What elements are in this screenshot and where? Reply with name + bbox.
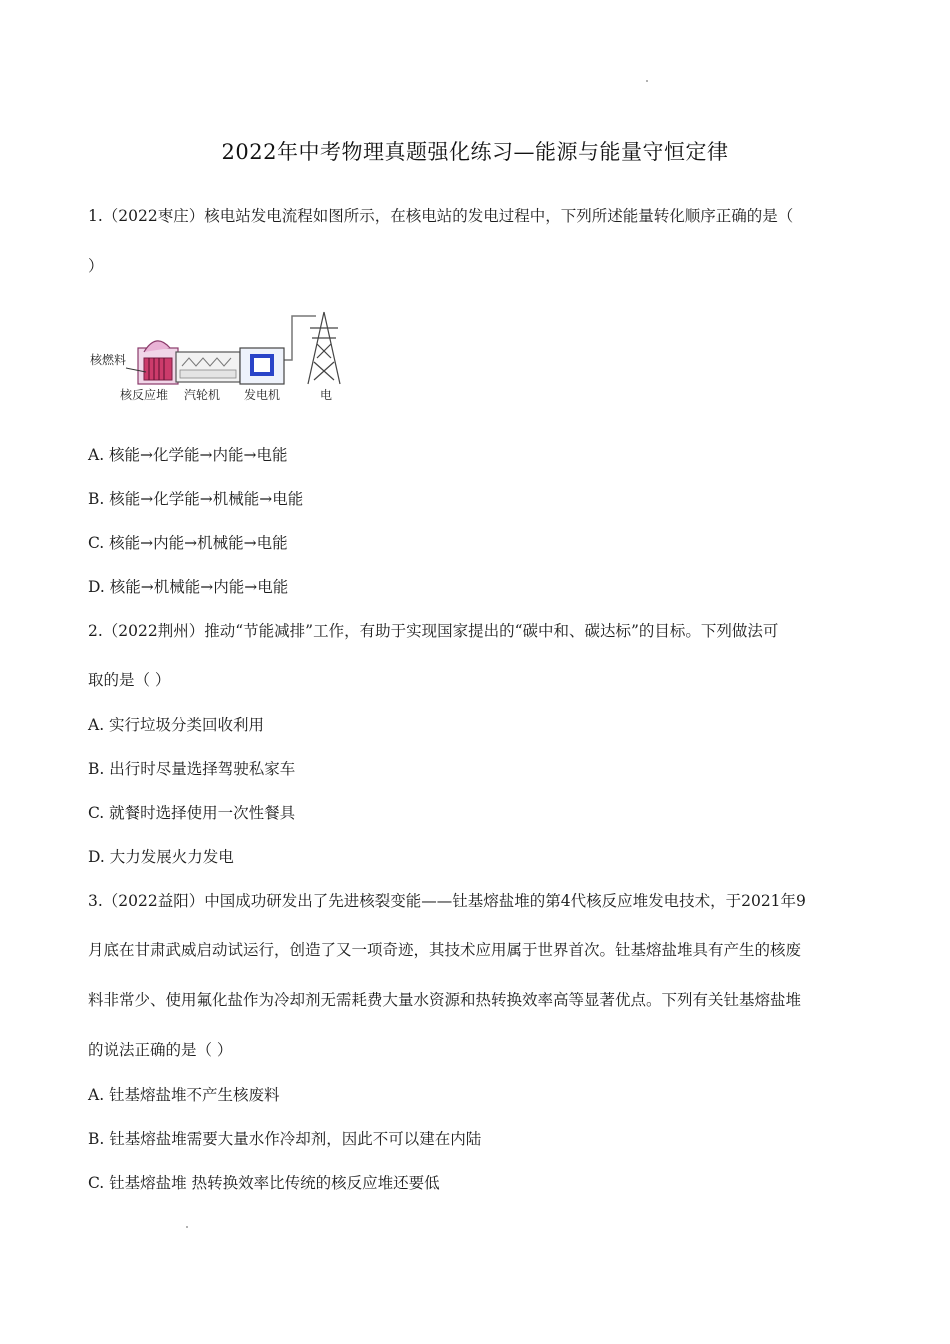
q2-option-a: A. 实行垃圾分类回收利用 <box>88 716 265 734</box>
label-electric: 电 <box>320 388 333 402</box>
q1-option-d: D. 核能→机械能→内能→电能 <box>88 578 289 596</box>
q3-stem-line-1: 3.（2022益阳）中国成功研发出了先进核裂变能——钍基熔盐堆的第4代核反应堆发电技术，于2021年9 <box>88 892 806 910</box>
q1-option-a: A. 核能→化学能→内能→电能 <box>88 446 288 464</box>
q2-option-d: D. 大力发展火力发电 <box>88 848 234 866</box>
label-turbine: 汽轮机 <box>184 388 221 402</box>
turbine-icon <box>176 352 240 382</box>
q2-option-b: B. 出行时尽量选择驾驶私家车 <box>88 760 296 778</box>
q3-option-c: C. 钍基熔盐堆 热转换效率比传统的核反应堆还要低 <box>88 1174 440 1192</box>
document-title: 2022年中考物理真题强化练习—能源与能量守恒定律 <box>221 140 729 164</box>
label-fuel: 核燃料 <box>90 353 127 367</box>
q2-stem-line-1: 2.（2022荆州）推动“节能减排”工作，有助于实现国家提出的“碳中和、碳达标”的目标。下列做法可 <box>88 622 779 640</box>
q3-stem-line-3: 料非常少、使用氟化盐作为冷却剂无需耗费大量水资源和热转换效率高等显著优点。下列有关钍基熔盐堆 <box>88 991 802 1009</box>
nuclear-power-flow-figure <box>88 308 358 408</box>
q1-stem-line-2: ） <box>88 257 104 275</box>
label-reactor: 核反应堆 <box>120 388 169 402</box>
q1-stem-line-1: 1.（2022枣庄）核电站发电流程如图所示，在核电站的发电过程中，下列所述能量转化顺序正确的是（ <box>88 207 794 225</box>
q2-option-c: C. 就餐时选择使用一次性餐具 <box>88 804 296 822</box>
power-tower-icon <box>308 312 340 384</box>
q3-stem-line-4: 的说法正确的是（ ） <box>88 1041 233 1059</box>
label-generator: 发电机 <box>244 388 281 402</box>
q1-option-b: B. 核能→化学能→机械能→电能 <box>88 490 304 508</box>
scan-dot <box>186 1226 188 1228</box>
scan-dot <box>646 80 648 82</box>
generator-icon <box>240 348 284 384</box>
q3-stem-line-2: 月底在甘肃武威启动试运行，创造了又一项奇迹，其技术应用属于世界首次。钍基熔盐堆具有产生的核废 <box>88 941 802 959</box>
q1-option-c: C. 核能→内能→机械能→电能 <box>88 534 288 552</box>
q3-option-a: A. 钍基熔盐堆不产生核废料 <box>88 1086 280 1104</box>
nuclear-power-flow-diagram <box>88 308 358 408</box>
reactor-icon <box>138 341 178 384</box>
q2-stem-line-2: 取的是（ ） <box>88 671 171 689</box>
q3-option-b: B. 钍基熔盐堆需要大量水作冷却剂，因此不可以建在内陆 <box>88 1130 482 1148</box>
